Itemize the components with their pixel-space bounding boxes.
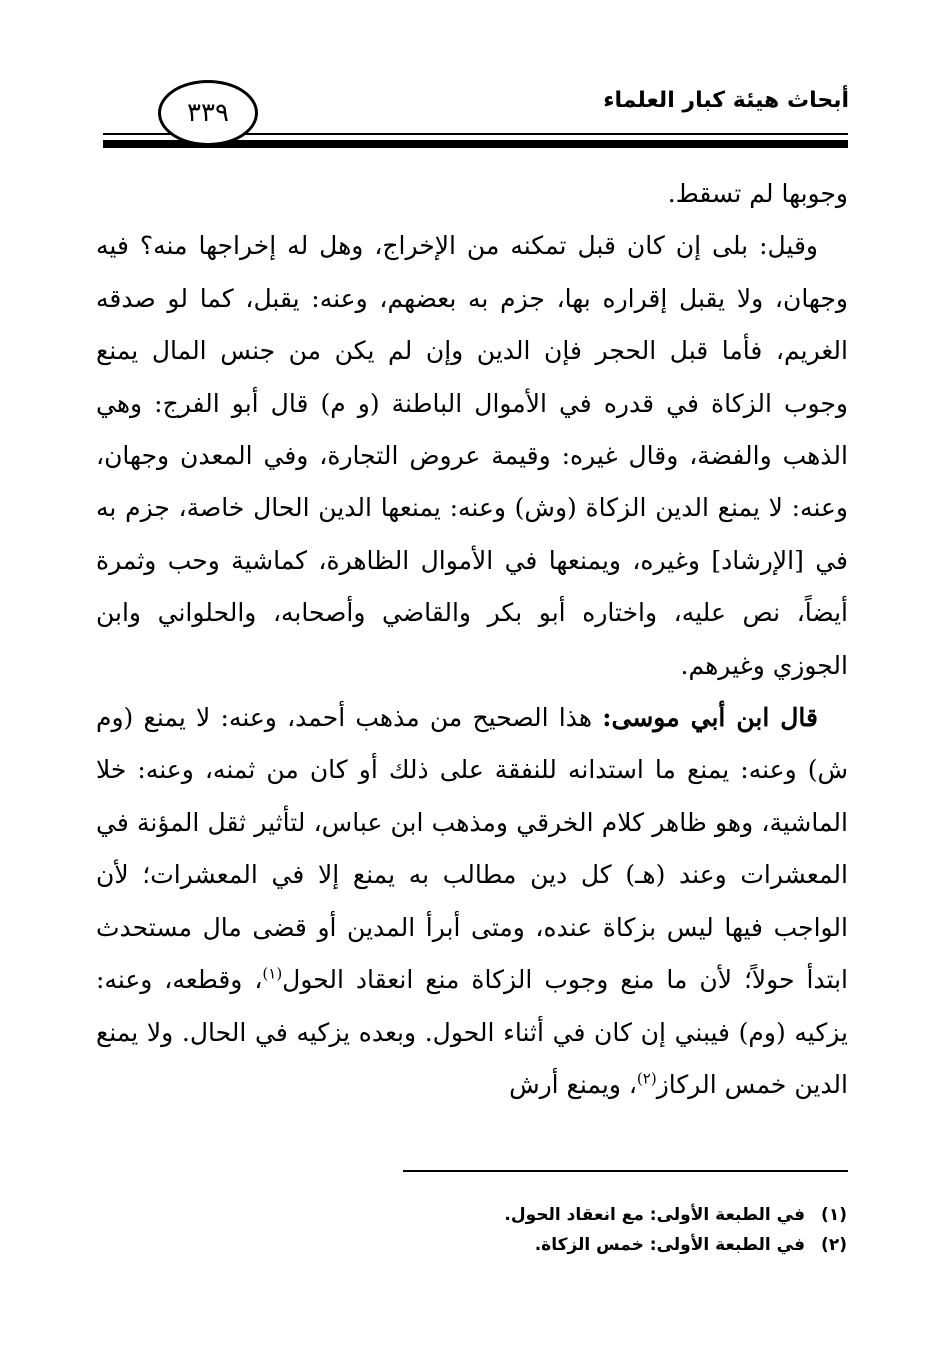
page-number: ٣٣٩: [158, 80, 258, 146]
footnote-separator: [403, 1170, 848, 1172]
footnote-2: [247, 1230, 847, 1260]
footnote-ref-1: (١): [262, 964, 283, 983]
footnote-ref-2: (٢): [636, 1069, 657, 1088]
paragraph-3-part-c: ، ويمنع أرش: [509, 1069, 637, 1099]
footnotes: [247, 1200, 847, 1260]
paragraph-3-part-a: هذا الصحيح من مذهب أحمد، وعنه: لا يمنع (وم ش) وعنه: يمنع ما استدانه للنفقة على ذلك أو كان من ثمنه، وعنه: خلا الماشية، وهو ظاهر كلام الخرقي ومذهب ابن عباس، لتأثير ثقل المؤنة في المعشرات وعند (هـ) كل دين مطالب به يمنع إلا في المعشرات؛ لأن الواجب فيها ليس بزكاة عنده، ومتى أبرأ المدين أو قضى مال مستحدث ابتدأ حولاً؛ لأن ما منع وجوب الزكاة منع انعقاد الحول: [96, 703, 848, 995]
paragraph-2: وقيل: بلى إن كان قبل تمكنه من الإخراج، وهل له إخراجها منه؟ فيه وجهان، ولا يقبل إقراره بها، جزم به بعضهم، وعنه: يقبل، كما لو صدقه الغريم، فأما قبل الحجر فإن الدين وإن لم يكن من جنس المال يمنع وجوب الزكاة في قدره في الأموال الباطنة (و م) قال أبو الفرج: وهي الذهب والفضة، وقال غيره: وقيمة عروض التجارة، وفي المعدن وجهان، وعنه: لا يمنع الدين الزكاة (وش) وعنه: يمنعها الدين الحال خاصة، جزم به في [الإرشاد] وغيره، ويمنعها في الأموال الظاهرة، كماشية وحب وثمرة أيضاً، نص عليه، واختاره أبو بكر والقاضي وأصحابه، والحلواني وابن الجوزي وغيرهم.: [96, 231, 848, 680]
footnote-number: (١): [821, 1205, 847, 1225]
quote-attribution: قال ابن أبي موسى:: [602, 703, 818, 733]
footnote-1: [247, 1200, 847, 1230]
book-title: أبحاث هيئة كبار العلماء: [603, 88, 849, 113]
footnote-text: في الطبعة الأولى: خمس الزكاة.: [534, 1235, 805, 1255]
main-text: [96, 168, 848, 1111]
footnote-number: (٢): [821, 1235, 847, 1255]
page-header: [0, 0, 943, 160]
paragraph-1: وجوبها لم تسقط.: [667, 179, 848, 208]
paragraph-3-part-b: ، وقطعه، وعنه: يزكيه (وم) فيبني إن كان في أثناء الحول. وبعده يزكيه في الحال. ولا يمنع الدين خمس الركاز: [96, 965, 848, 1099]
paragraph-3: [96, 692, 848, 1111]
footnote-text: في الطبعة الأولى: مع انعقاد الحول.: [504, 1205, 805, 1225]
